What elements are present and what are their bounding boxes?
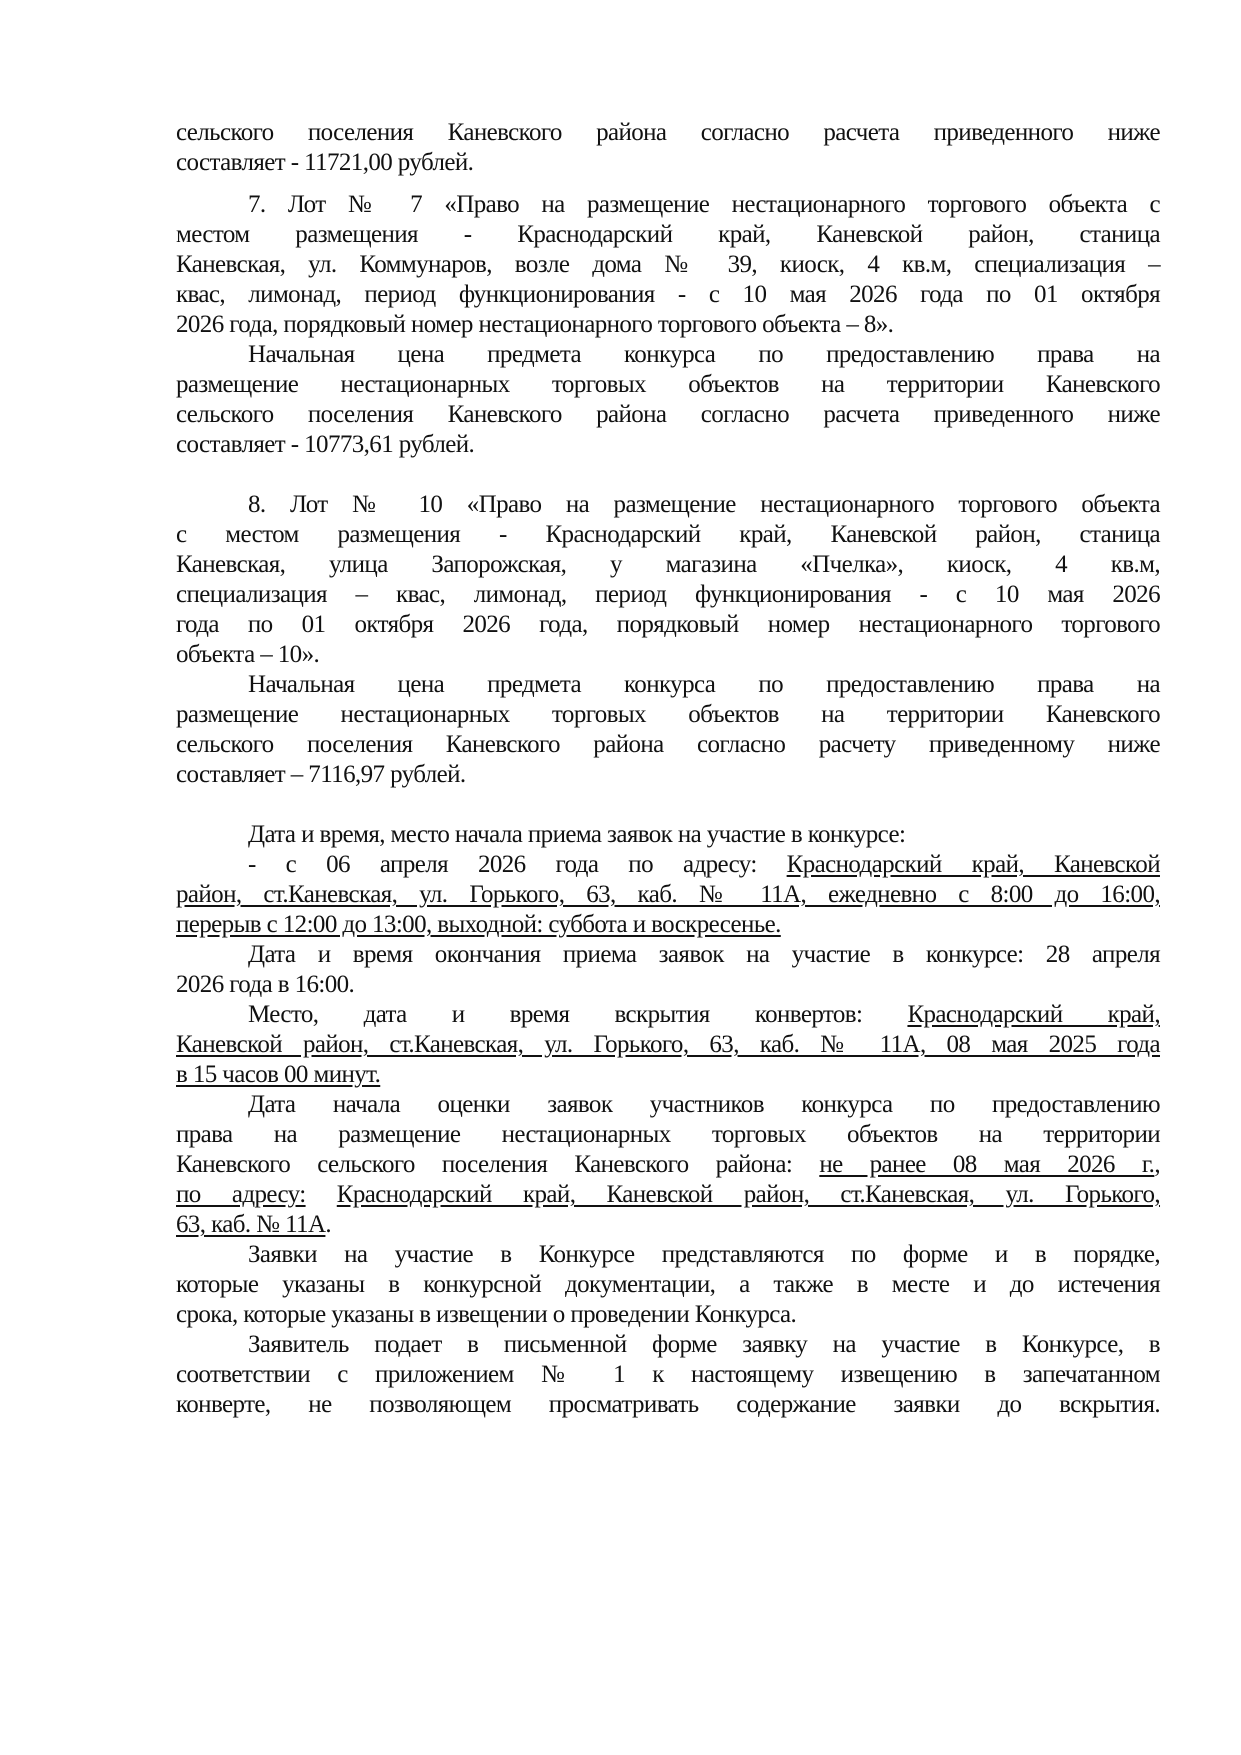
text-line: размещение нестационарных торговых объектов на территории Каневского bbox=[176, 371, 1160, 398]
label-text: Каневского сельского поселения Каневского района: bbox=[176, 1151, 820, 1178]
date-text: - с 06 апреля 2026 года по адресу: bbox=[248, 851, 787, 878]
evaluation-section bbox=[176, 1090, 1160, 1240]
text-line: составляет - 11721,00 рублей. bbox=[176, 149, 474, 176]
text-line: Каневская, ул. Коммунаров, возле дома № 39, киоск, 4 кв.м, специализация – bbox=[176, 251, 1160, 278]
address-underlined: Каневской район, ст.Каневская, ул. Горького, 63, каб. № 11А, 08 мая 2025 года bbox=[176, 1031, 1160, 1058]
text-line: 2026 года в 16:00. bbox=[176, 971, 355, 998]
text-line: объекта – 10». bbox=[176, 641, 320, 668]
text-line: Начальная цена предмета конкурса по предоставлению права на bbox=[248, 341, 1160, 368]
text-line bbox=[176, 1150, 1160, 1180]
text-line: 2026 года, порядковый номер нестационарного торгового объекта – 8». bbox=[176, 311, 894, 338]
time-underlined: в 15 часов 00 минут. bbox=[176, 1061, 381, 1088]
text-line: Заявки на участие в Конкурсе представляются по форме и в порядке, bbox=[248, 1241, 1160, 1268]
text-line: составляет – 7116,97 рублей. bbox=[176, 761, 466, 788]
text-line: Начальная цена предмета конкурса по предоставлению права на bbox=[248, 671, 1160, 698]
text-line: соответствии с приложением № 1 к настоящему извещению в запечатанном bbox=[176, 1361, 1160, 1388]
label-text: Место, дата и время вскрытия конвертов: bbox=[248, 1001, 908, 1028]
text-line: 8. Лот № 10 «Право на размещение нестационарного торгового объекта bbox=[248, 491, 1160, 518]
text-line bbox=[176, 1210, 1160, 1240]
text-line bbox=[176, 1180, 1160, 1210]
text-line: Дата и время окончания приема заявок на участие в конкурсе: 28 апреля bbox=[248, 941, 1160, 968]
punctuation: . bbox=[325, 1211, 332, 1238]
text-line bbox=[176, 1000, 1160, 1030]
schedule-underlined: перерыв с 12:00 до 13:00, выходной: суббота и воскресенье. bbox=[176, 911, 781, 938]
text-line: Дата начала оценки заявок участников конкурса по предоставлению bbox=[248, 1091, 1160, 1118]
date-underlined: не ранее 08 мая 2026 г. bbox=[819, 1151, 1155, 1178]
address-underlined: 63, каб. № 11А bbox=[176, 1211, 326, 1238]
text-line: сельского поселения Каневского района согласно расчета приведенного ниже bbox=[176, 401, 1160, 428]
text-line bbox=[176, 880, 1160, 910]
text-line: срока, которые указаны в извещении о проведении Конкурса. bbox=[176, 1301, 797, 1328]
label-underlined: по адресу: bbox=[176, 1181, 306, 1208]
punctuation: , bbox=[1154, 1151, 1160, 1178]
text-line: Заявитель подает в письменной форме заявку на участие в Конкурсе, в bbox=[248, 1331, 1160, 1358]
text-line: с местом размещения - Краснодарский край, Каневской район, станица bbox=[176, 521, 1160, 548]
text-line bbox=[176, 910, 1160, 940]
text-line bbox=[176, 850, 1160, 880]
text-line bbox=[176, 1060, 1160, 1090]
document-page bbox=[176, 118, 1160, 1420]
text-line: которые указаны в конкурсной документации, а также в месте и до истечения bbox=[176, 1271, 1160, 1298]
text-line bbox=[176, 1030, 1160, 1060]
text-line: местом размещения - Краснодарский край, Каневской район, станица bbox=[176, 221, 1160, 248]
text-line: квас, лимонад, период функционирования - с 10 мая 2026 года по 01 октября bbox=[176, 281, 1160, 308]
text-line: сельского поселения Каневского района согласно расчета приведенного ниже bbox=[176, 119, 1160, 146]
application-start-section bbox=[176, 820, 1160, 940]
applicant-section bbox=[176, 1330, 1160, 1420]
text-line: составляет - 10773,61 рублей. bbox=[176, 431, 475, 458]
text-line: права на размещение нестационарных торговых объектов на территории bbox=[176, 1121, 1160, 1148]
text-line: конверте, не позволяющем просматривать содержание заявки до вскрытия. bbox=[176, 1391, 1160, 1418]
text-line: года по 01 октября 2026 года, порядковый номер нестационарного торгового bbox=[176, 611, 1160, 638]
lot7-description bbox=[176, 190, 1160, 340]
envelope-opening-section bbox=[176, 1000, 1160, 1090]
address-underlined: Краснодарский край, Каневской bbox=[786, 851, 1160, 878]
section-heading: Дата и время, место начала приема заявок на участие в конкурсе: bbox=[248, 821, 906, 848]
space bbox=[306, 1181, 337, 1208]
text-line: 7. Лот № 7 «Право на размещение нестационарного торгового объекта с bbox=[248, 191, 1160, 218]
address-underlined: район, ст.Каневская, ул. Горького, 63, каб. № 11А, ежедневно с 8:00 до 16:00, bbox=[176, 881, 1160, 908]
text-line: размещение нестационарных торговых объектов на территории Каневского bbox=[176, 701, 1160, 728]
text-line: Каневская, улица Запорожская, у магазина «Пчелка», киоск, 4 кв.м, bbox=[176, 551, 1160, 578]
text-line: специализация – квас, лимонад, период функционирования - с 10 мая 2026 bbox=[176, 581, 1160, 608]
lot7-price bbox=[176, 340, 1160, 460]
application-end-section bbox=[176, 940, 1160, 1000]
submission-rules-section bbox=[176, 1240, 1160, 1330]
text-line: сельского поселения Каневского района согласно расчету приведенному ниже bbox=[176, 731, 1160, 758]
lot10-description bbox=[176, 490, 1160, 670]
lot6-price-tail bbox=[176, 118, 1160, 178]
address-underlined: Краснодарский край, bbox=[907, 1001, 1160, 1028]
lot10-price bbox=[176, 670, 1160, 790]
address-underlined: Краснодарский край, Каневской район, ст.Каневская, ул. Горького, bbox=[336, 1181, 1161, 1208]
